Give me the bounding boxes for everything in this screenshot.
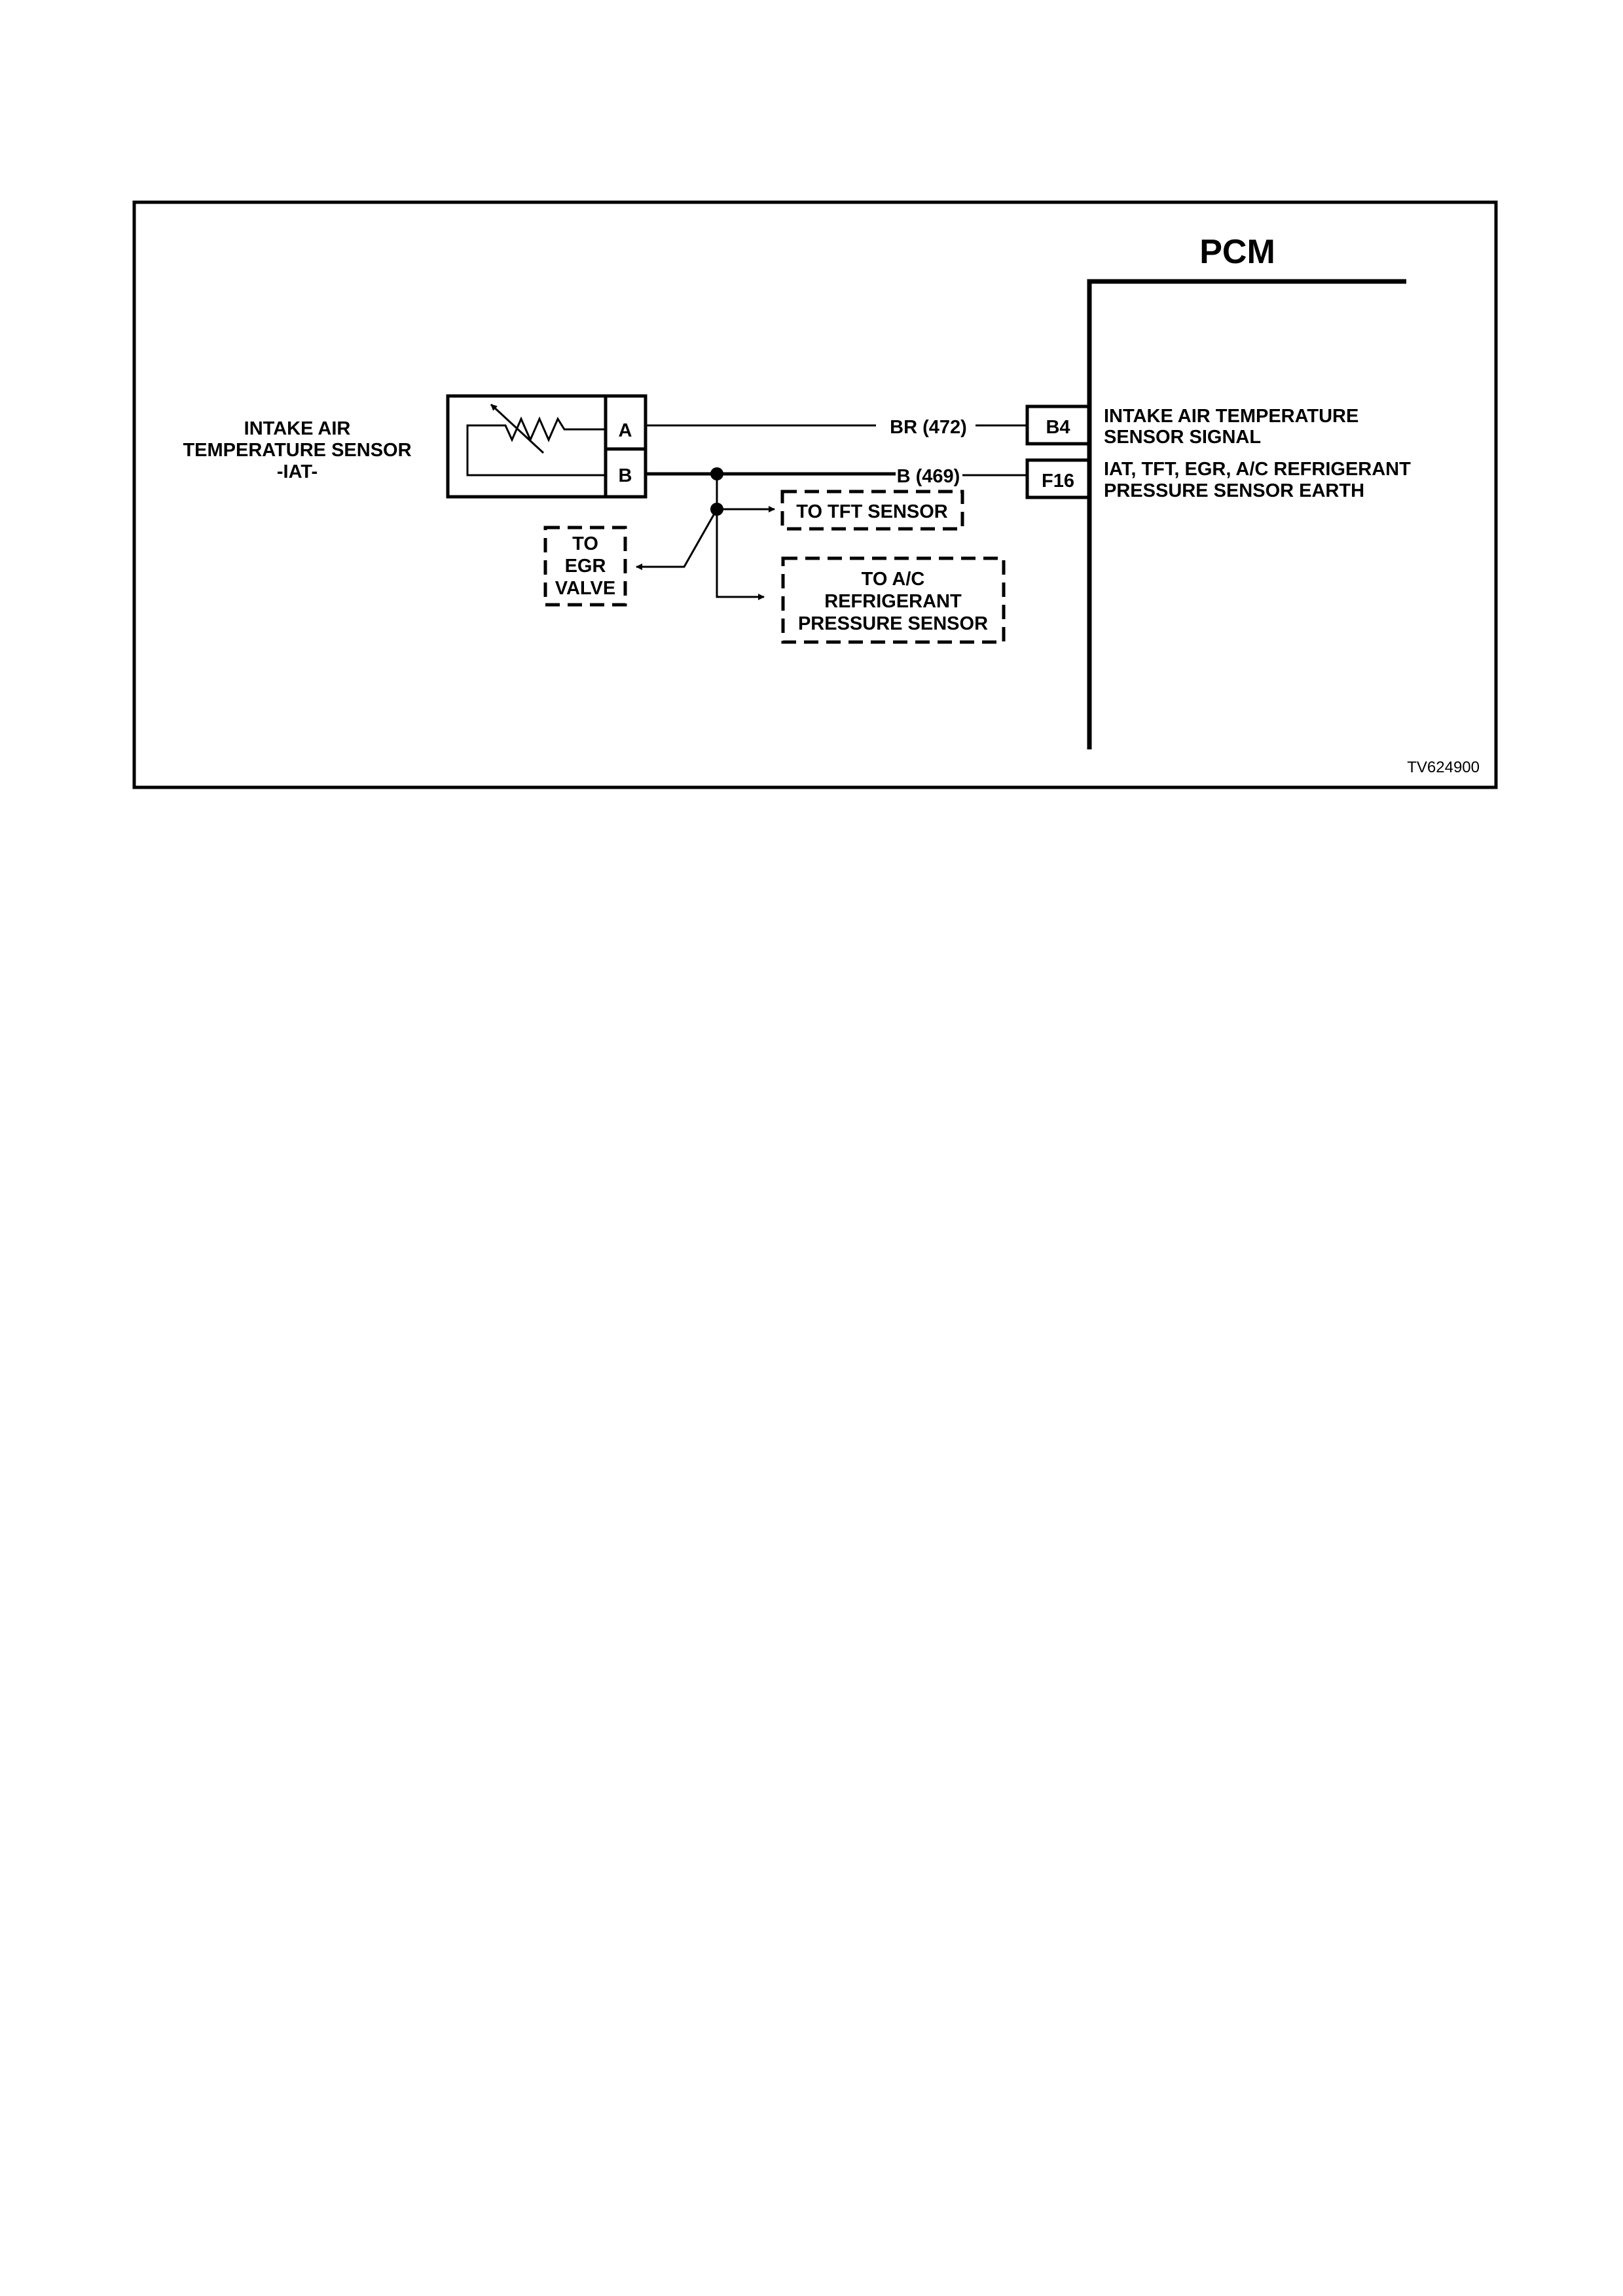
pcm-pin-f16: F16 <box>1042 471 1074 492</box>
sensor-name-line2: TEMPERATURE SENSOR <box>183 440 412 461</box>
pcm-pin-b4: B4 <box>1046 417 1070 438</box>
iat-sensor <box>448 396 646 497</box>
b4-description-line2: SENSOR SIGNAL <box>1104 427 1262 448</box>
f16-description-line2: PRESSURE SENSOR EARTH <box>1104 480 1365 501</box>
sensor-name-line1: INTAKE AIR <box>244 418 351 439</box>
sensor-pin-b: B <box>618 465 632 486</box>
f16-description-line1: IAT, TFT, EGR, A/C REFRIGERANT <box>1104 459 1411 480</box>
figure-id: TV624900 <box>1407 759 1480 776</box>
sensor-pin-a: A <box>618 420 632 441</box>
thermistor-icon <box>467 404 606 475</box>
b4-description-line1: INTAKE AIR TEMPERATURE <box>1104 406 1359 427</box>
ac-label-line3: PRESSURE SENSOR <box>797 613 989 634</box>
ac-label-line2: REFRIGERANT <box>824 591 962 612</box>
pcm-title: PCM <box>1199 233 1275 271</box>
tft-sensor-label: TO TFT SENSOR <box>796 501 948 522</box>
ac-branch-wire <box>717 509 764 597</box>
sensor-name-line3: -IAT- <box>276 461 318 482</box>
signal-wire-label: BR (472) <box>890 417 967 438</box>
earth-wire-label: B (469) <box>896 466 960 487</box>
egr-label-line3: VALVE <box>555 578 616 599</box>
egr-branch-wire <box>636 509 717 567</box>
egr-label-line2: EGR <box>564 556 606 577</box>
pcm-boundary <box>1089 281 1406 749</box>
egr-label-line1: TO <box>572 533 598 554</box>
ac-label-line1: TO A/C <box>861 569 925 590</box>
